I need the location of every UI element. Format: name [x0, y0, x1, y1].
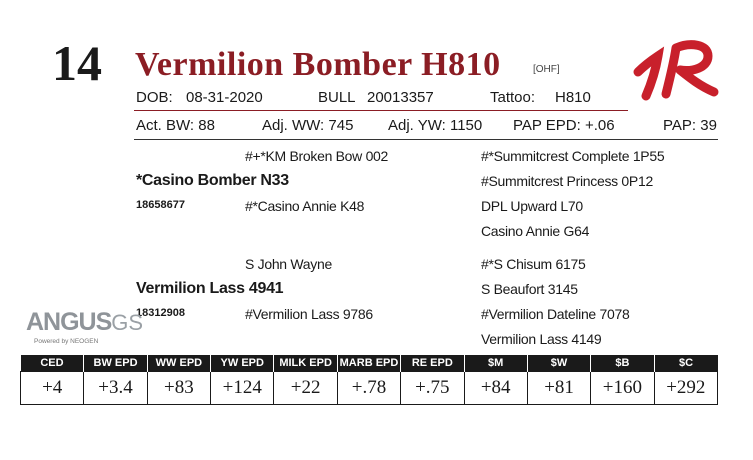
- epd-header: $C: [654, 355, 717, 372]
- epd-value: +160: [591, 372, 654, 405]
- epd-header: CED: [21, 355, 84, 372]
- registry-tag: [OHF]: [533, 64, 560, 75]
- epd-value: +124: [211, 372, 274, 405]
- epd-value: +22: [274, 372, 337, 405]
- sire-dam-sire: DPL Upward L70: [481, 198, 583, 214]
- sire-dam: #*Casino Annie K48: [245, 198, 365, 214]
- epd-value: +4: [21, 372, 84, 405]
- epd-header: $W: [527, 355, 590, 372]
- epd-value: +3.4: [84, 372, 147, 405]
- sire-name: *Casino Bomber N33: [136, 172, 289, 189]
- tattoo-label: Tattoo:: [490, 89, 536, 106]
- lot-number: 14: [52, 35, 102, 91]
- logo-suffix: GS: [111, 310, 144, 335]
- brand-logo-icon: [632, 38, 722, 102]
- angus-gs-logo: [26, 308, 144, 345]
- tattoo-value: H810: [555, 89, 591, 106]
- dob-label: DOB:: [136, 89, 173, 106]
- epd-value: +.78: [337, 372, 400, 405]
- animal-name: Vermilion Bomber H810: [135, 46, 501, 83]
- adj-ww: Adj. WW: 745: [262, 117, 354, 134]
- divider: [134, 110, 628, 111]
- epd-header: WW EPD: [147, 355, 210, 372]
- sire-sire-dam: #Summitcrest Princess 0P12: [481, 173, 653, 189]
- dam-name: Vermilion Lass 4941: [136, 280, 284, 297]
- dam-reg-number: 18312908: [136, 307, 185, 319]
- epd-value: +84: [464, 372, 527, 405]
- sire-dam-dam: Casino Annie G64: [481, 223, 590, 239]
- epd-header: MARB EPD: [337, 355, 400, 372]
- epd-value: +.75: [401, 372, 464, 405]
- epd-value: +292: [654, 372, 717, 405]
- adj-yw: Adj. YW: 1150: [388, 117, 483, 134]
- sire-reg-number: 18658677: [136, 199, 185, 211]
- epd-value: +83: [147, 372, 210, 405]
- bull-label: BULL: [318, 89, 356, 106]
- dam-sire-sire: #*S Chisum 6175: [481, 256, 586, 272]
- epd-header: $B: [591, 355, 654, 372]
- epd-value-row: [21, 372, 718, 405]
- sire-sire: #+*KM Broken Bow 002: [245, 148, 389, 164]
- epd-header: YW EPD: [211, 355, 274, 372]
- dam-dam-sire: #Vermilion Dateline 7078: [481, 306, 630, 322]
- epd-header: RE EPD: [401, 355, 464, 372]
- epd-header-row: [21, 355, 718, 372]
- dam-sire-dam: S Beaufort 3145: [481, 281, 578, 297]
- epd-value: +81: [527, 372, 590, 405]
- epd-header: BW EPD: [84, 355, 147, 372]
- dam-sire: S John Wayne: [245, 256, 332, 272]
- pap: PAP: 39: [663, 117, 717, 134]
- logo-brand: ANGUS: [26, 308, 112, 336]
- dob-value: 08-31-2020: [186, 89, 263, 106]
- dam-dam-dam: Vermilion Lass 4149: [481, 331, 602, 347]
- epd-table: [20, 355, 718, 405]
- act-bw: Act. BW: 88: [136, 117, 215, 134]
- bull-number: 20013357: [367, 89, 434, 106]
- sire-sire-sire: #*Summitcrest Complete 1P55: [481, 148, 665, 164]
- logo-powered-by: Powered by NEOGEN: [34, 338, 99, 345]
- divider: [134, 139, 718, 140]
- epd-header: $M: [464, 355, 527, 372]
- pap-epd: PAP EPD: +.06: [513, 117, 615, 134]
- dam-dam: #Vermilion Lass 9786: [245, 306, 373, 322]
- epd-header: MILK EPD: [274, 355, 337, 372]
